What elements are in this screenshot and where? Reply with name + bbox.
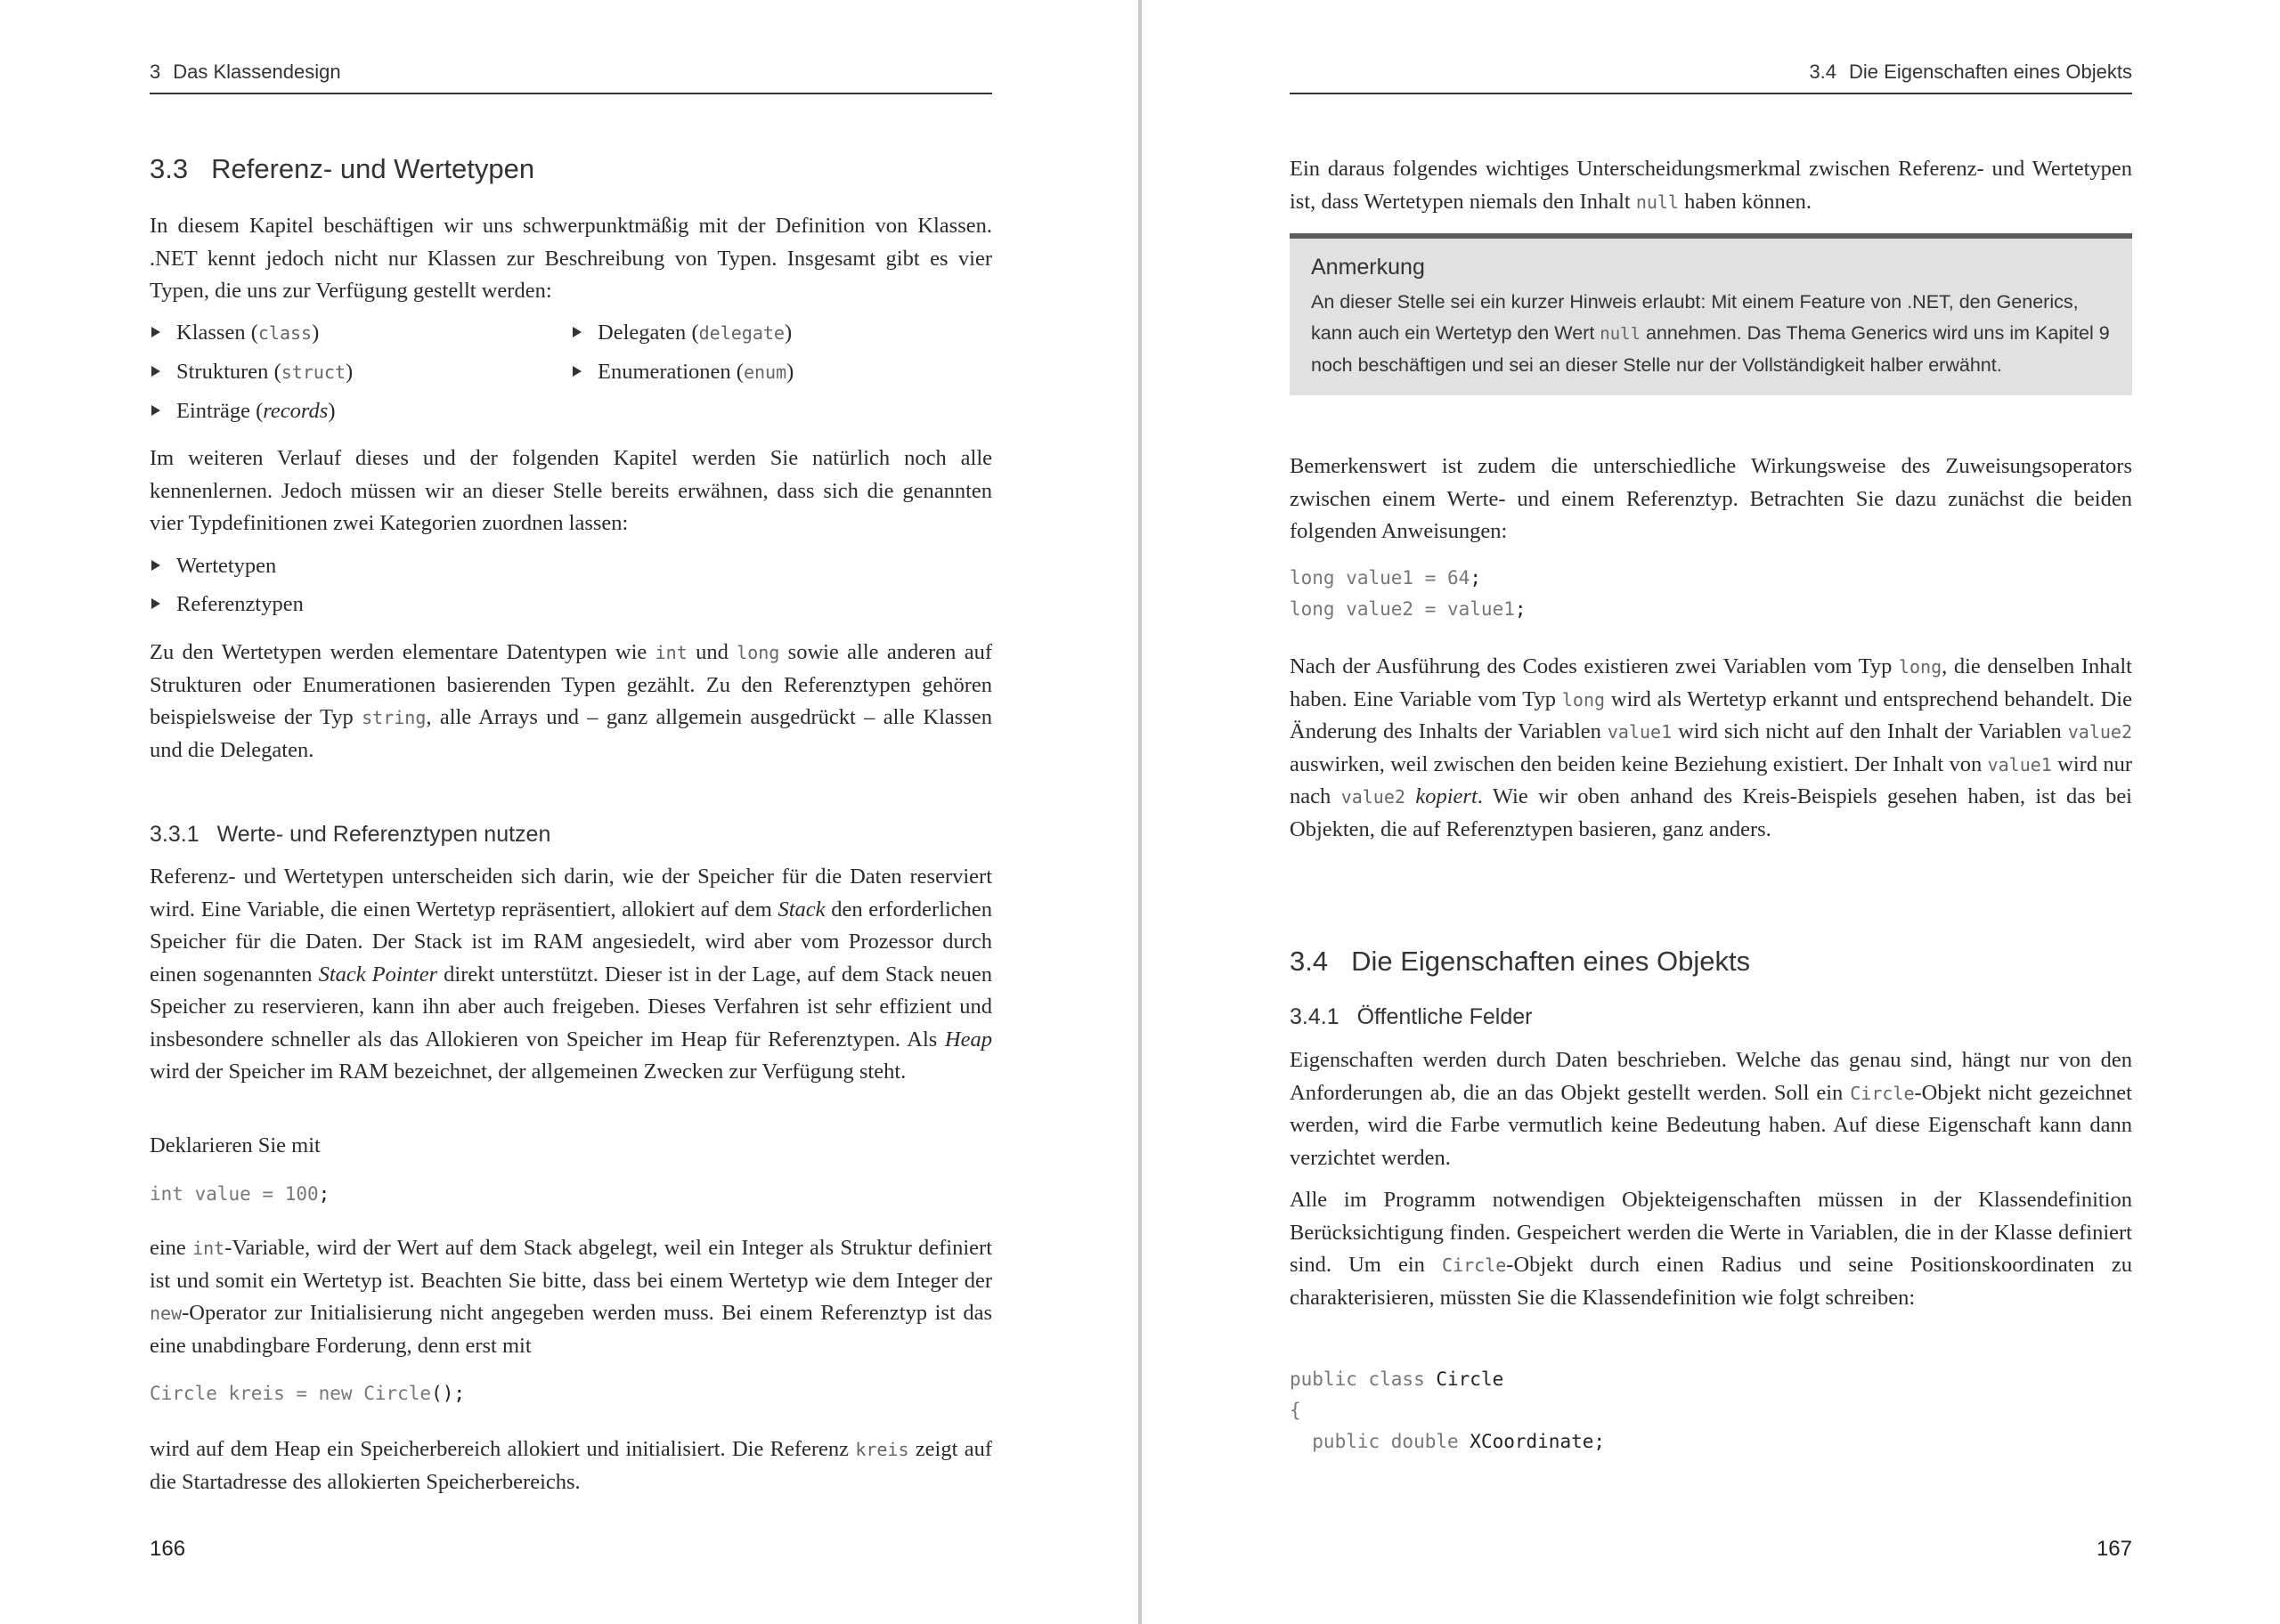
section-heading-3-4 <box>1290 944 2132 979</box>
type-list-column-2 <box>571 313 992 430</box>
subsection-number: 3.4.1 <box>1290 1004 1340 1029</box>
page-number-right: 167 <box>2096 1537 2132 1561</box>
paragraph-eigenschaften: Eigenschaften werden durch Daten beschrieben. Welche das genau sind, hängt nur von den Anforderungen ab, die an das Objekt gestellt werden. Soll ein Circle-Objekt nicht gezeichnet werden, wird die Farbe vermutlich keine Bedeutung haben. Auf diese Eigenschaft kann dann verzichtet werden. <box>1290 1048 2132 1170</box>
page-number-left: 166 <box>150 1537 186 1561</box>
paragraph-int-variable: eine int-Variable, wird der Wert auf dem Stack abgelegt, weil ein Integer als Struktur definiert ist und somit ein Wertetyp ist. Beachten Sie bitte, dass bei einem Wertetyp wie dem Integer der new-Operator zur Initialisierung nicht angegeben werden muss. Bei einem Referenztyp ist das eine unabdingbare Forderung, denn erst mit <box>150 1236 992 1358</box>
subsection-title: Öffentliche Felder <box>1356 1004 1533 1029</box>
list-item-enum: Enumerationen (enum) <box>571 353 992 392</box>
list-item-class: Klassen (class) <box>150 313 571 353</box>
paragraph-wertetypen: Zu den Wertetypen werden elementare Datentypen wie int und long sowie alle anderen auf Strukturen oder Enumerationen basierenden Typen gezählt. Zu den Referenztypen gehören beispielsweise der Typ string, alle Arrays und – ganz allgemein ausgedrückt – alle Klassen und die Delegaten. <box>150 640 993 762</box>
paragraph-categories: Im weiteren Verlauf dieses und der folgenden Kapitel werden Sie natürlich noch alle kennenlernen. Jedoch müssen wir an dieser Stelle bereits erwähnen, dass sich die genannten vier Typdefinitionen zwei Kategorien zuordnen lassen: <box>150 446 992 535</box>
subsection-heading-3-4-1 <box>1290 1002 2132 1032</box>
paragraph-stack-heap: Referenz- und Wertetypen unterscheiden sich darin, wie der Speicher für die Daten reserviert wird. Eine Variable, die einen Wertetyp repräsentiert, allokiert auf dem Stack den erforderlichen Speicher für die Daten. Der Stack ist im RAM angesiedelt, wird aber vom Prozessor durch einen sogenannten Stack Pointer direkt unterstützt. Dieser ist in der Lage, auf dem Stack neuen Speicher zu reservieren, kann ihn aber auch freigeben. Dieses Verfahren ist sehr effizient und insbesondere schneller als das Allokieren von Speicher im Heap für Referenztypen. Als Heap wird der Speicher im RAM bezeichnet, der allgemeinen Zwecken zur Verfügung steht. <box>150 865 993 1084</box>
section-number: 3.3 <box>150 153 189 184</box>
section-title: Referenz- und Wertetypen <box>211 153 535 184</box>
header-chapter-title: Das Klassendesign <box>173 61 341 83</box>
left-page <box>0 0 1138 1624</box>
list-item-struct: Strukturen (struct) <box>150 353 571 392</box>
list-item-records: Einträge (records) <box>150 392 571 430</box>
running-header-right <box>1290 59 2132 94</box>
paragraph-objekteigenschaften: Alle im Programm notwendigen Objekteigenschaften müssen in der Klassendefinition Berücksichtigung finden. Gespeichert werden die Werte in Variablen, die in der Klasse definiert sind. Um ein Circle-Objekt durch einen Radius und seine Positionskoordinaten zu charakterisieren, müssten Sie die Klassendefinition wie folgt schreiben: <box>1290 1188 2132 1310</box>
list-item-wertetypen: Wertetypen <box>150 547 992 585</box>
header-chapter-number: 3 <box>150 61 161 83</box>
running-header-left <box>150 59 992 94</box>
paragraph-heap: wird auf dem Heap ein Speicherbereich allokiert und initialisiert. Die Referenz kreis zeigt auf die Startadresse des allokierten Speicherbereichs. <box>150 1437 992 1494</box>
note-box <box>1290 233 2132 395</box>
code-block-class-circle: public class Circle { public double XCoordinate; <box>1290 1368 1606 1452</box>
code-block-long: long value1 = 64; long value2 = value1; <box>1290 567 1527 620</box>
paragraph-null: Ein daraus folgendes wichtiges Unterscheidungsmerkmal zwischen Referenz- und Wertetypen ist, dass Wertetypen niemals den Inhalt null haben können. <box>1290 157 2132 214</box>
header-section-number: 3.4 <box>1809 61 1837 83</box>
category-list <box>150 547 992 623</box>
paragraph-deklarieren: Deklarieren Sie mit <box>150 1133 321 1157</box>
section-title: Die Eigenschaften eines Objekts <box>1351 946 1751 977</box>
section-heading-3-3 <box>150 151 992 187</box>
subsection-heading-3-3-1 <box>150 819 992 849</box>
intro-paragraph: In diesem Kapitel beschäftigen wir uns schwerpunktmäßig mit der Definition von Klassen. .NET kennt jedoch nicht nur Klassen zur Beschreibung von Typen. Insgesamt gibt es vier Typen, die uns zur Verfügung gestellt werden: <box>150 214 992 303</box>
paragraph-value-copy: Nach der Ausführung des Codes existieren zwei Variablen vom Typ long, die denselben Inhalt haben. Eine Variable vom Typ long wird als Wertetyp erkannt und entsprechend behandelt. Die Änderung des Inhalts der Variablen value1 wird sich nicht auf den Inhalt der Variablen value2 auswirken, weil zwischen den beiden keine Beziehung existiert. Der Inhalt von value1 wird nur nach value2 kopiert. Wie wir oben anhand des Kreis-Beispiels gesehen haben, ist das bei Objekten, die auf Referenztypen basieren, ganz anders. <box>1290 654 2133 841</box>
subsection-number: 3.3.1 <box>150 822 200 847</box>
section-number: 3.4 <box>1290 946 1329 977</box>
code-block-int: int value = 100; <box>150 1183 330 1205</box>
type-list <box>150 313 992 430</box>
paragraph-zuweisung: Bemerkenswert ist zudem die unterschiedliche Wirkungsweise des Zuweisungsoperators zwischen einem Werte- und einem Referenztyp. Betrachten Sie dazu zunächst die beiden folgenden Anweisungen: <box>1290 454 2132 543</box>
header-section-title: Die Eigenschaften eines Objekts <box>1849 61 2132 83</box>
code-block-circle: Circle kreis = new Circle(); <box>150 1383 466 1404</box>
right-page <box>1142 0 2280 1624</box>
list-item-delegate: Delegaten (delegate) <box>571 313 992 353</box>
note-body: An dieser Stelle sei ein kurzer Hinweis erlaubt: Mit einem Feature von .NET, den Generics, kann auch ein Wertetyp den Wert null annehmen. Das Thema Generics wird uns im Kapitel 9 noch beschäftigen und sei an dieser Stelle nur der Vollständigkeit halber erwähnt. <box>1311 291 2110 376</box>
subsection-title: Werte- und Referenztypen nutzen <box>216 822 551 847</box>
list-item-referenztypen: Referenztypen <box>150 585 992 623</box>
type-list-column-1 <box>150 313 571 430</box>
note-title: Anmerkung <box>1311 255 1425 280</box>
